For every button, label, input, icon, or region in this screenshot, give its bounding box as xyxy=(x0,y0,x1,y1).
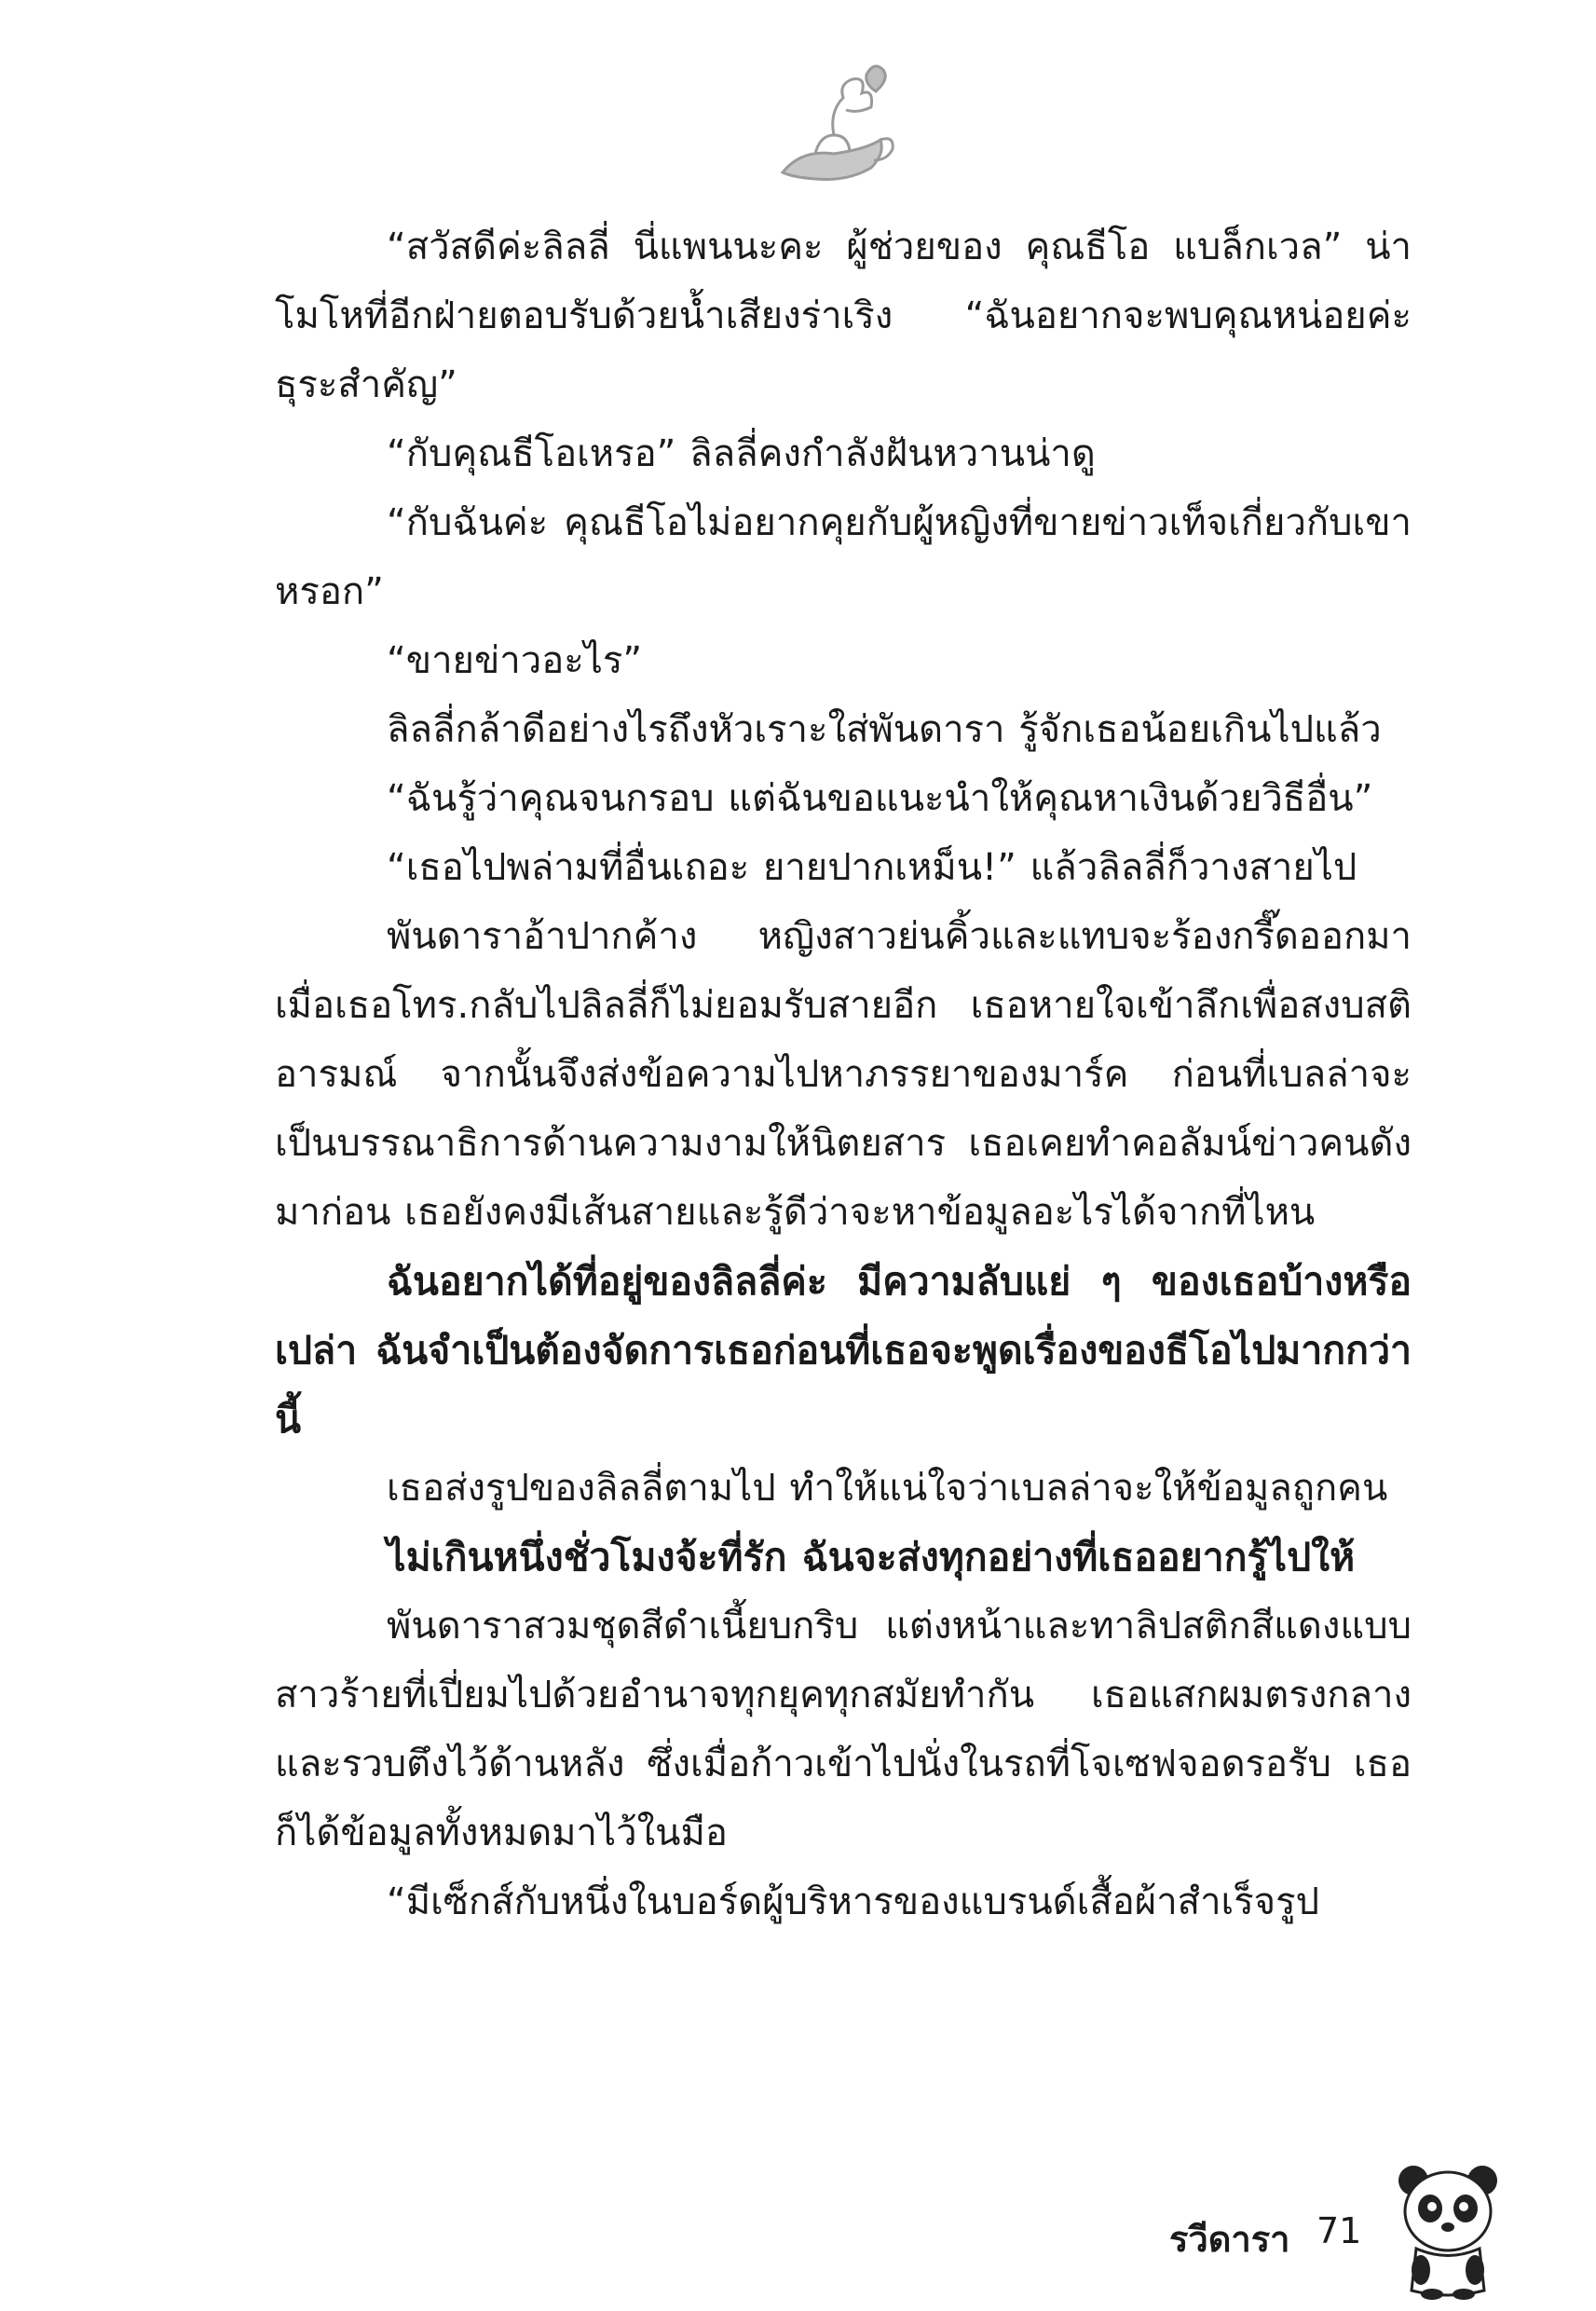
paragraph: พันดาราอ้าปากค้าง หญิงสาวย่นคิ้วและแทบจะร้องกรี๊ดออกมา เมื่อเธอโทร.กลับไปลิลลี่ก็ไม่ยอมรับสายอีก เธอหายใจเข้าลึกเพื่อสงบสติอารมณ์ จากนั้นจึงส่งข้อความไปหาภรรยาของมาร์ค ก่อนที่เบลล่าจะเป็นบรรณาธิการด้านความงามให้นิตยสาร เธอเคยทำคอลัมน์ข่าวคนดังมาก่อน เธอยังคงมีเส้นสายและรู้ดีว่าจะหาข้อมูลอะไรได้จากที่ไหน xyxy=(275,915,1412,1234)
paragraph: “กับคุณธีโอเหรอ” ลิลลี่คงกำลังฝันหวานน่าดู xyxy=(387,432,1096,475)
paragraph: “กับฉันค่ะ คุณธีโอไม่อยากคุยกับผู้หญิงที่ขายข่าวเท็จเกี่ยวกับเขาหรอก” xyxy=(275,501,1412,613)
paragraph: พันดาราสวมชุดสีดำเนี้ยบกริบ แต่งหน้าและทาลิปสติกสีแดงแบบสาวร้ายที่เปี่ยมไปด้วยอำนาจทุกยุคทุกสมัยทำกัน เธอแสกผมตรงกลางและรวบตึงไว้ด้านหลัง ซึ่งเมื่อก้าวเข้าไปนั่งในรถที่โจเซฟจอดรอรับ เธอก็ได้ข้อมูลทั้งหมดมาไว้ในมือ xyxy=(275,1605,1412,1854)
genie-lamp-ornament xyxy=(764,56,904,196)
paragraph: “ขายข่าวอะไร” xyxy=(387,639,643,682)
page-body xyxy=(275,212,1412,1936)
panda-icon xyxy=(1393,2160,1503,2300)
text-message-paragraph: ฉันอยากได้ที่อยู่ของลิลลี่ค่ะ มีความลับแย่ ๆ ของเธอบ้างหรือเปล่า ฉันจำเป็นต้องจัดการเธอก่อนที่เธอจะพูดเรื่องของธีโอไปมากกว่านี้ xyxy=(275,1259,1412,1442)
paragraph: ลิลลี่กล้าดีอย่างไรถึงหัวเราะใส่พันดารา รู้จักเธอน้อยเกินไปแล้ว xyxy=(387,708,1382,751)
paragraph: “สวัสดีค่ะลิลลี่ นี่แพนนะคะ ผู้ช่วยของ คุณธีโอ แบล็กเวล” น่าโมโหที่อีกฝ่ายตอบรับด้วยน้ำเสียงร่าเริง “ฉันอยากจะพบคุณหน่อยค่ะ ธุระสำคัญ” xyxy=(275,226,1412,406)
paragraph: “เธอไปพล่ามที่อื่นเถอะ ยายปากเหม็น!” แล้วลิลลี่ก็วางสายไป xyxy=(387,846,1357,889)
paragraph: “มีเซ็กส์กับหนึ่งในบอร์ดผู้บริหารของแบรนด์เสื้อผ้าสำเร็จรูป xyxy=(387,1880,1319,1923)
text-message-paragraph: ไม่เกินหนึ่งชั่วโมงจ้ะที่รัก ฉันจะส่งทุกอย่างที่เธออยากรู้ไปให้ xyxy=(387,1535,1356,1579)
paragraph: “ฉันรู้ว่าคุณจนกรอบ แต่ฉันขอแนะนำให้คุณหาเงินด้วยวิธีอื่น” xyxy=(387,777,1373,820)
page-number: 71 xyxy=(1316,2210,1362,2251)
paragraph: เธอส่งรูปของลิลลี่ตามไป ทำให้แน่ใจว่าเบลล่าจะให้ข้อมูลถูกคน xyxy=(387,1467,1388,1510)
running-footer-title: รวีดารา xyxy=(1169,2219,1290,2260)
